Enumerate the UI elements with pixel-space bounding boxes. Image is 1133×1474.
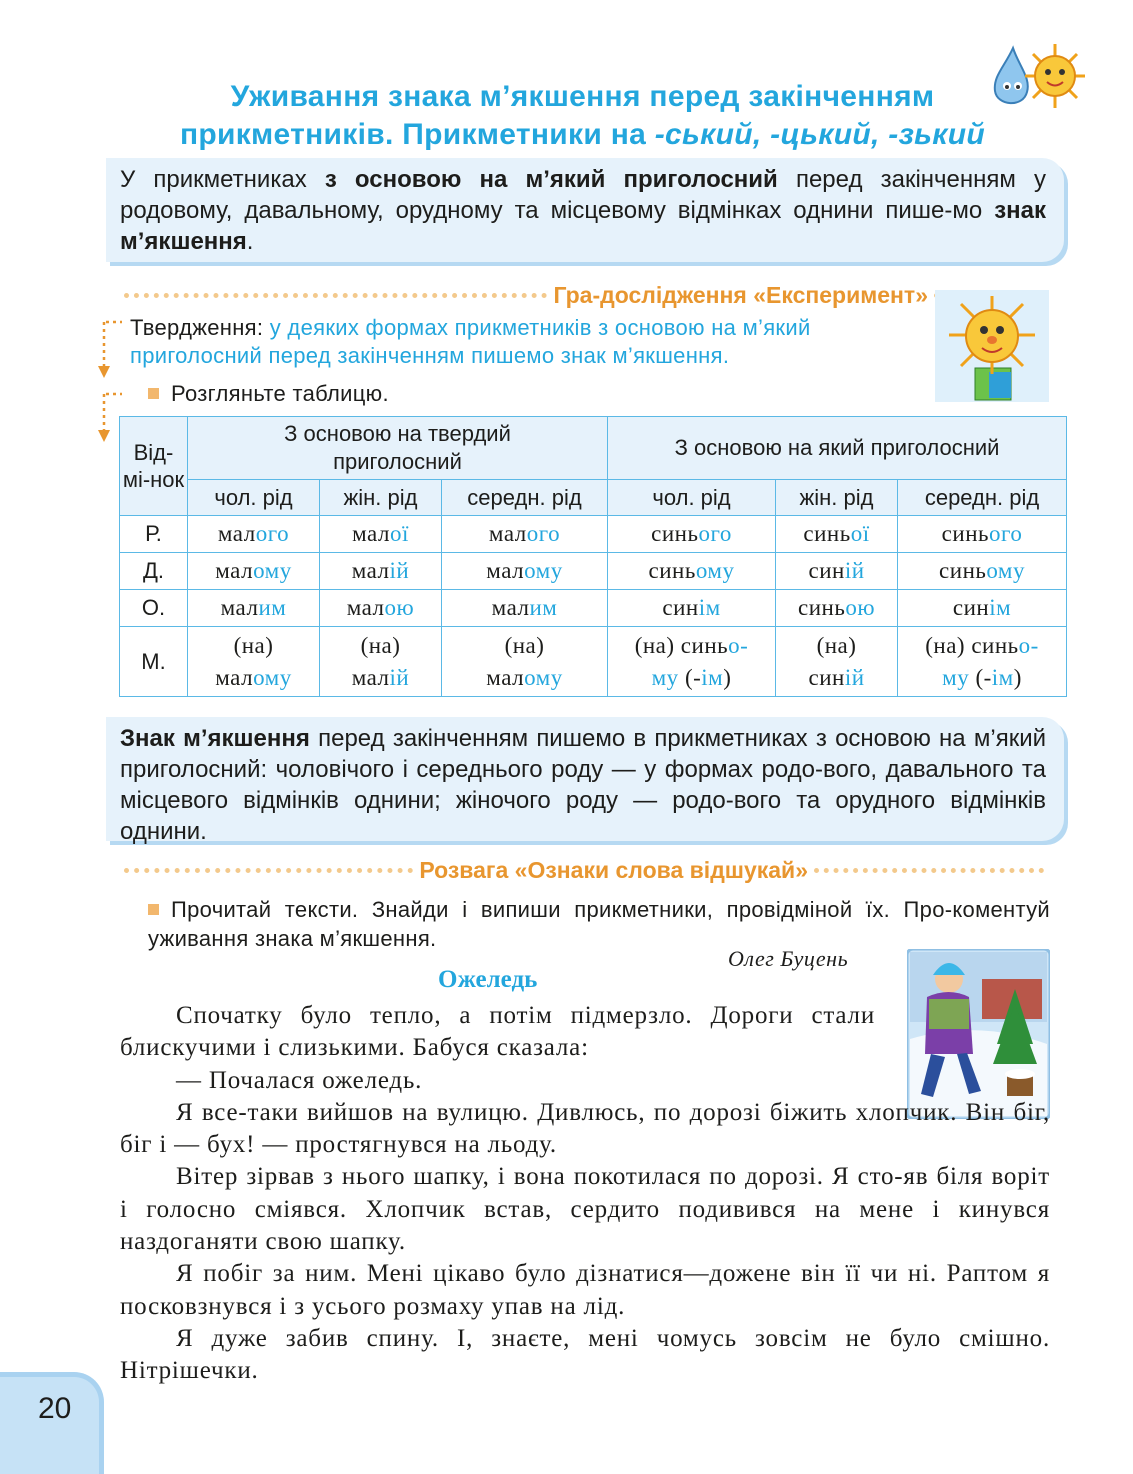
rule1-text-1: У прикметниках [120, 166, 325, 193]
rule2-text: перед закінченням пишемо в прикметниках з основою на м’який приголосний: чоловічого і середнього роду — у формах родо-вого, давального та місцевого відмінків однини; жіночого роду — родо-вого та орудного відмінків однини. [120, 725, 1047, 845]
prep: (на) [816, 632, 857, 658]
rule1-bold-2: знак м’якшення [120, 197, 1046, 255]
case-header-cell: Від-мі-нок [120, 417, 188, 516]
ending: ого [255, 521, 290, 546]
statement-text: у деяких формах прикметників з основою на м’який приголосний перед закінченням пишемо знак м’якшення. [130, 315, 811, 368]
ending: му [942, 664, 970, 690]
stem: мал [215, 664, 254, 690]
story-paragraph: Я все-таки вийшов на вулицю. Дивлюсь, по дорозі біжить хлопчик. Він біг, біг і — бух! — простягнувся на льоду. [120, 1098, 1050, 1159]
form-cell [442, 516, 608, 553]
gender-header: середн. рід [898, 480, 1067, 516]
prep: (на) [360, 632, 401, 658]
ending: ого [989, 521, 1023, 546]
stem: синь [939, 558, 987, 583]
experiment-header-text: Гра-дослідження «Експеримент» [553, 281, 928, 308]
ending: ому [253, 664, 292, 690]
form-cell [776, 553, 898, 590]
ending: ою [384, 595, 415, 620]
stem: синь [941, 521, 989, 546]
form-cell [188, 516, 320, 553]
ending: ому [695, 558, 735, 583]
form-cell [608, 553, 776, 590]
ending: им [529, 595, 558, 620]
task-text: Прочитай тексти. Знайди і випиши прикметники, провідміной їх. Про-коментуй уживання знака м’якшення. [148, 897, 1050, 951]
statement-label: Твердження: [130, 315, 270, 340]
stem: мал [486, 664, 525, 690]
form-line [898, 662, 1066, 694]
stem: синь [651, 521, 699, 546]
instruction-consider [148, 380, 389, 408]
title-line-2-prefix: прикметників. Прикметники на [179, 118, 655, 151]
dotted-arrow-icon [94, 318, 114, 448]
ending: ій [844, 664, 865, 690]
form-cell [188, 627, 320, 697]
table-row [120, 590, 1067, 627]
dotted-line-right [814, 868, 1044, 873]
stem: мал [486, 558, 525, 583]
bullet-icon [148, 904, 159, 915]
stem: синь [803, 521, 851, 546]
paren: ) [723, 664, 732, 690]
ending: о- [728, 632, 749, 658]
form-line [188, 662, 319, 694]
table-row [120, 516, 1067, 553]
form-cell [776, 627, 898, 697]
form-cell [898, 627, 1067, 697]
ending: ій [389, 558, 410, 583]
ending: им [258, 595, 287, 620]
stem: син [952, 595, 990, 620]
page-title [120, 78, 1045, 154]
sun-character-illustration [935, 290, 1049, 402]
stem: син [808, 558, 845, 583]
form-cell [898, 590, 1067, 627]
story-paragraph: Я побіг за ним. Мені цікаво було дізнатися—дожене він її чи ні. Раптом я посковзнувся і з усього розмаху упав на лід. [120, 1260, 1050, 1320]
story-paragraph: Спочатку було тепло, а потім підмерзло. Дороги стали блискучими і слизькими. Бабуся сказала: [120, 1002, 875, 1062]
form-cell [442, 590, 608, 627]
ending: ій [844, 558, 865, 583]
consider-text: Розгляньте таблицю. [171, 381, 389, 406]
stem: мал [217, 521, 256, 546]
form-cell [898, 516, 1067, 553]
ending: ім [698, 595, 721, 620]
fun-header [118, 855, 1050, 885]
title-line-1: Уживання знака м’якшення перед закінченням [230, 80, 935, 113]
stem: синь [798, 595, 846, 620]
gender-header: чол. рід [608, 480, 776, 516]
form-cell [898, 553, 1067, 590]
ending: ім [989, 595, 1012, 620]
form-line [608, 662, 775, 694]
case-cell: Д. [120, 553, 188, 590]
form-line [608, 630, 775, 662]
form-cell [320, 553, 442, 590]
ending: ого [698, 521, 732, 546]
stem: син [808, 664, 845, 690]
form-cell [608, 590, 776, 627]
prep: (на) [504, 632, 545, 658]
stem: мал [220, 595, 259, 620]
story-paragraph: Я дуже забив спину. І, знаєте, мені чомусь зовсім не було смішно. Нітрішечки. [120, 1324, 1050, 1385]
page-number: 20 [38, 1392, 72, 1425]
stem: син [662, 595, 699, 620]
paren: (- [678, 664, 702, 690]
form-cell [442, 627, 608, 697]
statement [130, 314, 920, 370]
case-cell: М. [120, 627, 188, 697]
form-cell [608, 516, 776, 553]
dotted-line-left [124, 293, 547, 298]
form-cell [776, 516, 898, 553]
stem: синь [648, 558, 696, 583]
stem: мал [346, 595, 385, 620]
ending: ій [389, 664, 410, 690]
case-cell: Р. [120, 516, 188, 553]
form-line [320, 662, 441, 694]
form-line [442, 662, 607, 694]
table-group-header-row [120, 417, 1067, 480]
ending: ім [701, 664, 724, 690]
declension-table [119, 416, 1067, 697]
form-line [898, 630, 1066, 662]
stem: (на) синь [925, 632, 1019, 658]
stem: мал [352, 521, 390, 546]
dotted-line-left [124, 868, 413, 873]
paren: (- [969, 664, 992, 690]
prep: (на) [233, 632, 274, 658]
gender-header: жін. рід [776, 480, 898, 516]
rule-box-2 [106, 717, 1064, 845]
fun-header-text: Розвага «Ознаки слова відшукай» [419, 856, 808, 883]
story-author: Олег Буцень [728, 946, 849, 971]
ending: ому [524, 664, 563, 690]
ending: ому [253, 558, 292, 583]
form-cell [188, 590, 320, 627]
form-cell [442, 553, 608, 590]
gender-header: чол. рід [188, 480, 320, 516]
form-cell [188, 553, 320, 590]
rule-box-1 [106, 158, 1064, 262]
rule1-text-3: . [246, 228, 254, 255]
case-cell: О. [120, 590, 188, 627]
ending: ому [524, 558, 563, 583]
bullet-icon [148, 388, 159, 399]
form-line [776, 662, 897, 694]
gender-header: жін. рід [320, 480, 442, 516]
form-cell [608, 627, 776, 697]
title-line-2 [120, 116, 1045, 154]
paren: ) [1013, 664, 1022, 690]
ending: ої [389, 521, 409, 546]
story-paragraph: — Почалася ожеледь. [176, 1066, 423, 1094]
story-paragraph: Вітер зірвав з нього шапку, і вона покотилася по дорозі. Я сто-яв біля воріт і голосно сміявся. Хлопчик встав, сердито подивився на мене і кинувся наздоганяти свою шапку. [120, 1163, 1050, 1256]
experiment-header [118, 280, 1050, 310]
form-cell [776, 590, 898, 627]
form-cell [320, 590, 442, 627]
hard-stem-header: З основою на твердий приголосний [188, 417, 608, 480]
form-cell [320, 516, 442, 553]
ending: ім [991, 664, 1014, 690]
table-gender-row [120, 480, 1067, 516]
task [148, 895, 1050, 953]
gender-header: середн. рід [442, 480, 608, 516]
ending: о- [1018, 632, 1039, 658]
rule1-text-2: перед закінченням у родовому, давальному, орудному та місцевому відмінках однини пише-мо [120, 166, 1047, 224]
story-title: Ожеледь [438, 966, 538, 993]
stem: мал [351, 664, 390, 690]
ending: ому [986, 558, 1025, 583]
ending: ого [526, 521, 561, 546]
ending: ої [850, 521, 870, 546]
rule1-bold-1: з основою на м’який приголосний [324, 166, 778, 193]
title-suffixes: -ський, -цький, -зький [654, 118, 986, 151]
stem: мал [215, 558, 254, 583]
stem: (на) синь [634, 632, 729, 658]
stem: мал [488, 521, 527, 546]
stem: мал [491, 595, 530, 620]
stem: мал [351, 558, 390, 583]
soft-stem-header: З основою на який приголосний [608, 417, 1067, 480]
story-text [120, 1000, 1050, 1388]
form-cell [320, 627, 442, 697]
table-row-locative [120, 627, 1067, 697]
table-row [120, 553, 1067, 590]
rule2-bold: Знак м’якшення [120, 725, 310, 752]
ending: му [651, 664, 679, 690]
ending: ою [845, 595, 876, 620]
